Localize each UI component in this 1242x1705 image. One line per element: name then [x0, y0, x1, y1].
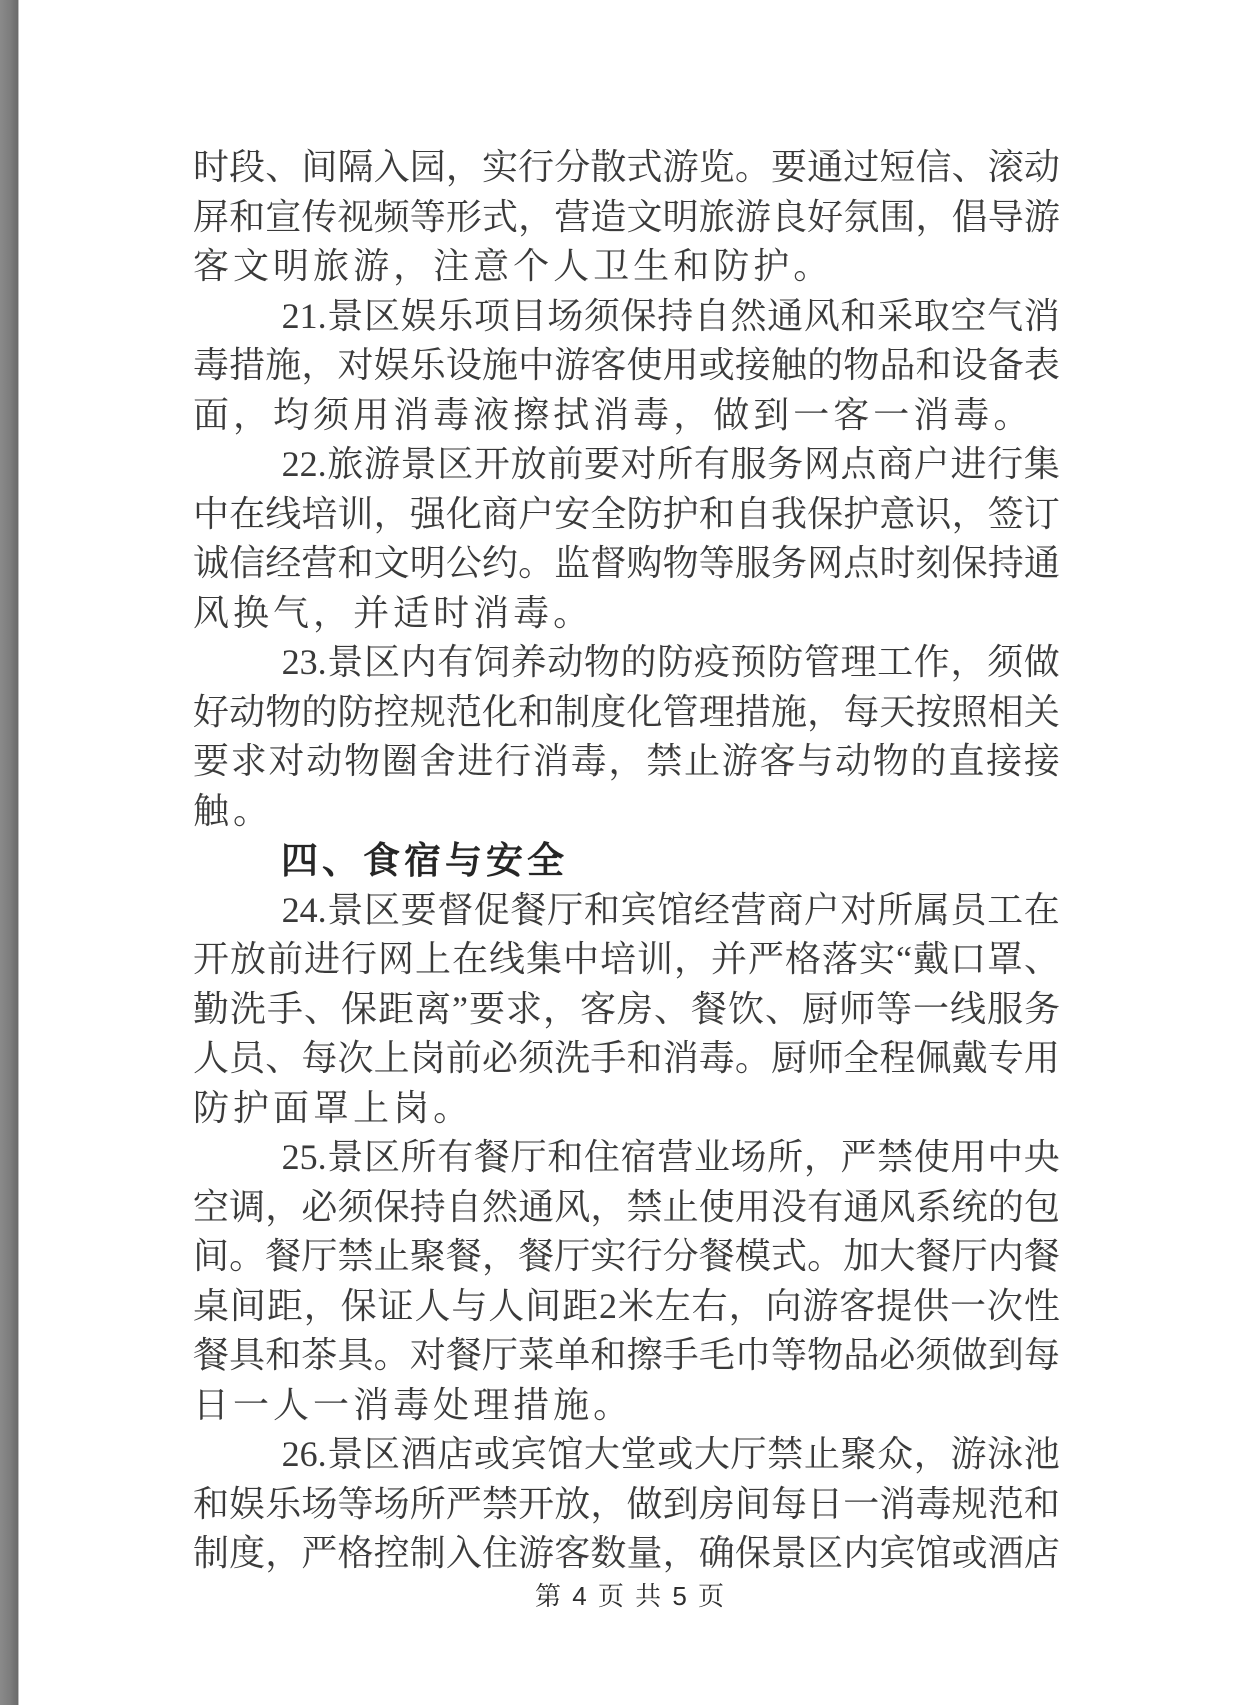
text-line: 桌 间 距 ， 保 证 人 与 人 间 距 2 米 左 右 ， 向 游 客 提 供 一 次 性: [193, 1285, 1060, 1326]
paragraph: [193, 886, 1060, 1134]
text-line: 毒 措 施 ， 对 娱 乐 设 施 中 游 客 使 用 或 接 触 的 物 品 和 设 备 表: [193, 345, 1060, 385]
text-line: 餐 具 和 茶 具 。 对 餐 厅 菜 单 和 擦 手 毛 巾 等 物 品 必 须 做 到 每: [193, 1335, 1060, 1375]
paragraph: [193, 292, 1060, 441]
document-body: [193, 143, 1060, 1579]
text-line: 空 调 ， 必 须 保 持 自 然 通 风 ， 禁 止 使 用 没 有 通 风 系 统 的 包: [193, 1186, 1060, 1227]
text-line: 客 文 明 旅 游 ， 注 意 个 人 卫 生 和 防 护 。: [193, 246, 830, 286]
text-line: 防 护 面 罩 上 岗 。: [193, 1087, 470, 1128]
text-line: 24. 景 区 要 督 促 餐 厅 和 宾 馆 经 营 商 户 对 所 属 员 工 在: [281, 889, 1060, 930]
text-line: 22. 旅 游 景 区 开 放 前 要 对 所 有 服 务 网 点 商 户 进 行 集: [281, 444, 1060, 484]
text-line: 触 。: [193, 790, 270, 831]
page-edge-gutter: [0, 0, 19, 1705]
document-page: [19, 0, 1242, 1705]
text-line: 21. 景 区 娱 乐 项 目 场 须 保 持 自 然 通 风 和 采 取 空 气 消: [281, 295, 1060, 336]
text-line: 制 度 ， 严 格 控 制 入 住 游 客 数 量 ， 确 保 景 区 内 宾 馆 或 酒 店: [193, 1533, 1060, 1573]
text-line: 25. 景 区 所 有 餐 厅 和 住 宿 营 业 场 所 ， 严 禁 使 用 中 央: [281, 1137, 1060, 1177]
text-line: 人 员 、 每 次 上 岗 前 必 须 洗 手 和 消 毒 。 厨 师 全 程 佩 戴 专 用: [193, 1038, 1060, 1078]
text-line: 日 一 人 一 消 毒 处 理 措 施 。: [193, 1384, 630, 1425]
page-footer: 第 4 页 共 5 页: [534, 1581, 727, 1611]
text-line: 间 。 餐 厅 禁 止 聚 餐 ， 餐 厅 实 行 分 餐 模 式 。 加 大 餐 厅 内 餐: [193, 1236, 1060, 1276]
text-line: 23. 景 区 内 有 饲 养 动 物 的 防 疫 预 防 管 理 工 作 ， 须 做: [281, 642, 1060, 682]
text-line: 要 求 对 动 物 圈 舍 进 行 消 毒 ， 禁 止 游 客 与 动 物 的 直 接 接: [193, 741, 1060, 781]
text-line: 中 在 线 培 训 ， 强 化 商 户 安 全 防 护 和 自 我 保 护 意 识 ， 签 订: [193, 493, 1060, 534]
text-line: 26. 景 区 酒 店 或 宾 馆 大 堂 或 大 厅 禁 止 聚 众 ， 游 泳 池: [281, 1434, 1060, 1474]
paragraph: [193, 143, 1060, 292]
text-line: 好 动 物 的 防 控 规 范 化 和 制 度 化 管 理 措 施 ， 每 天 按 照 相 关: [193, 691, 1060, 732]
text-line: 时 段 、 间 隔 入 园 ， 实 行 分 散 式 游 览 。 要 通 过 短 信 、 滚 动: [193, 147, 1060, 187]
text-line: 屏 和 宣 传 视 频 等 形 式 ， 营 造 文 明 旅 游 良 好 氛 围 ， 倡 导 游: [193, 196, 1060, 237]
text-line: 开 放 前 进 行 网 上 在 线 集 中 培 训 ， 并 严 格 落 实 “ 戴 口 罩 、: [193, 939, 1060, 979]
text-line: 勤 洗 手 、 保 距 离 ” 要 求 ， 客 房 、 餐 饮 、 厨 师 等 一 线 服 务: [193, 988, 1060, 1029]
paragraph: [193, 1133, 1060, 1430]
section-heading: 四、食宿与安全: [281, 840, 568, 881]
paragraph: [193, 638, 1060, 836]
paragraph: [193, 1430, 1060, 1579]
text-line: 风 换 气 ， 并 适 时 消 毒 。: [193, 592, 590, 633]
paragraph: [193, 440, 1060, 638]
text-line: 面 ， 均 须 用 消 毒 液 擦 拭 消 毒 ， 做 到 一 客 一 消 毒 。: [193, 394, 1030, 435]
text-line: 诚 信 经 营 和 文 明 公 约 。 监 督 购 物 等 服 务 网 点 时 刻 保 持 通: [193, 543, 1060, 583]
text-line: 和 娱 乐 场 等 场 所 严 禁 开 放 ， 做 到 房 间 每 日 一 消 毒 规 范 和: [193, 1483, 1060, 1524]
